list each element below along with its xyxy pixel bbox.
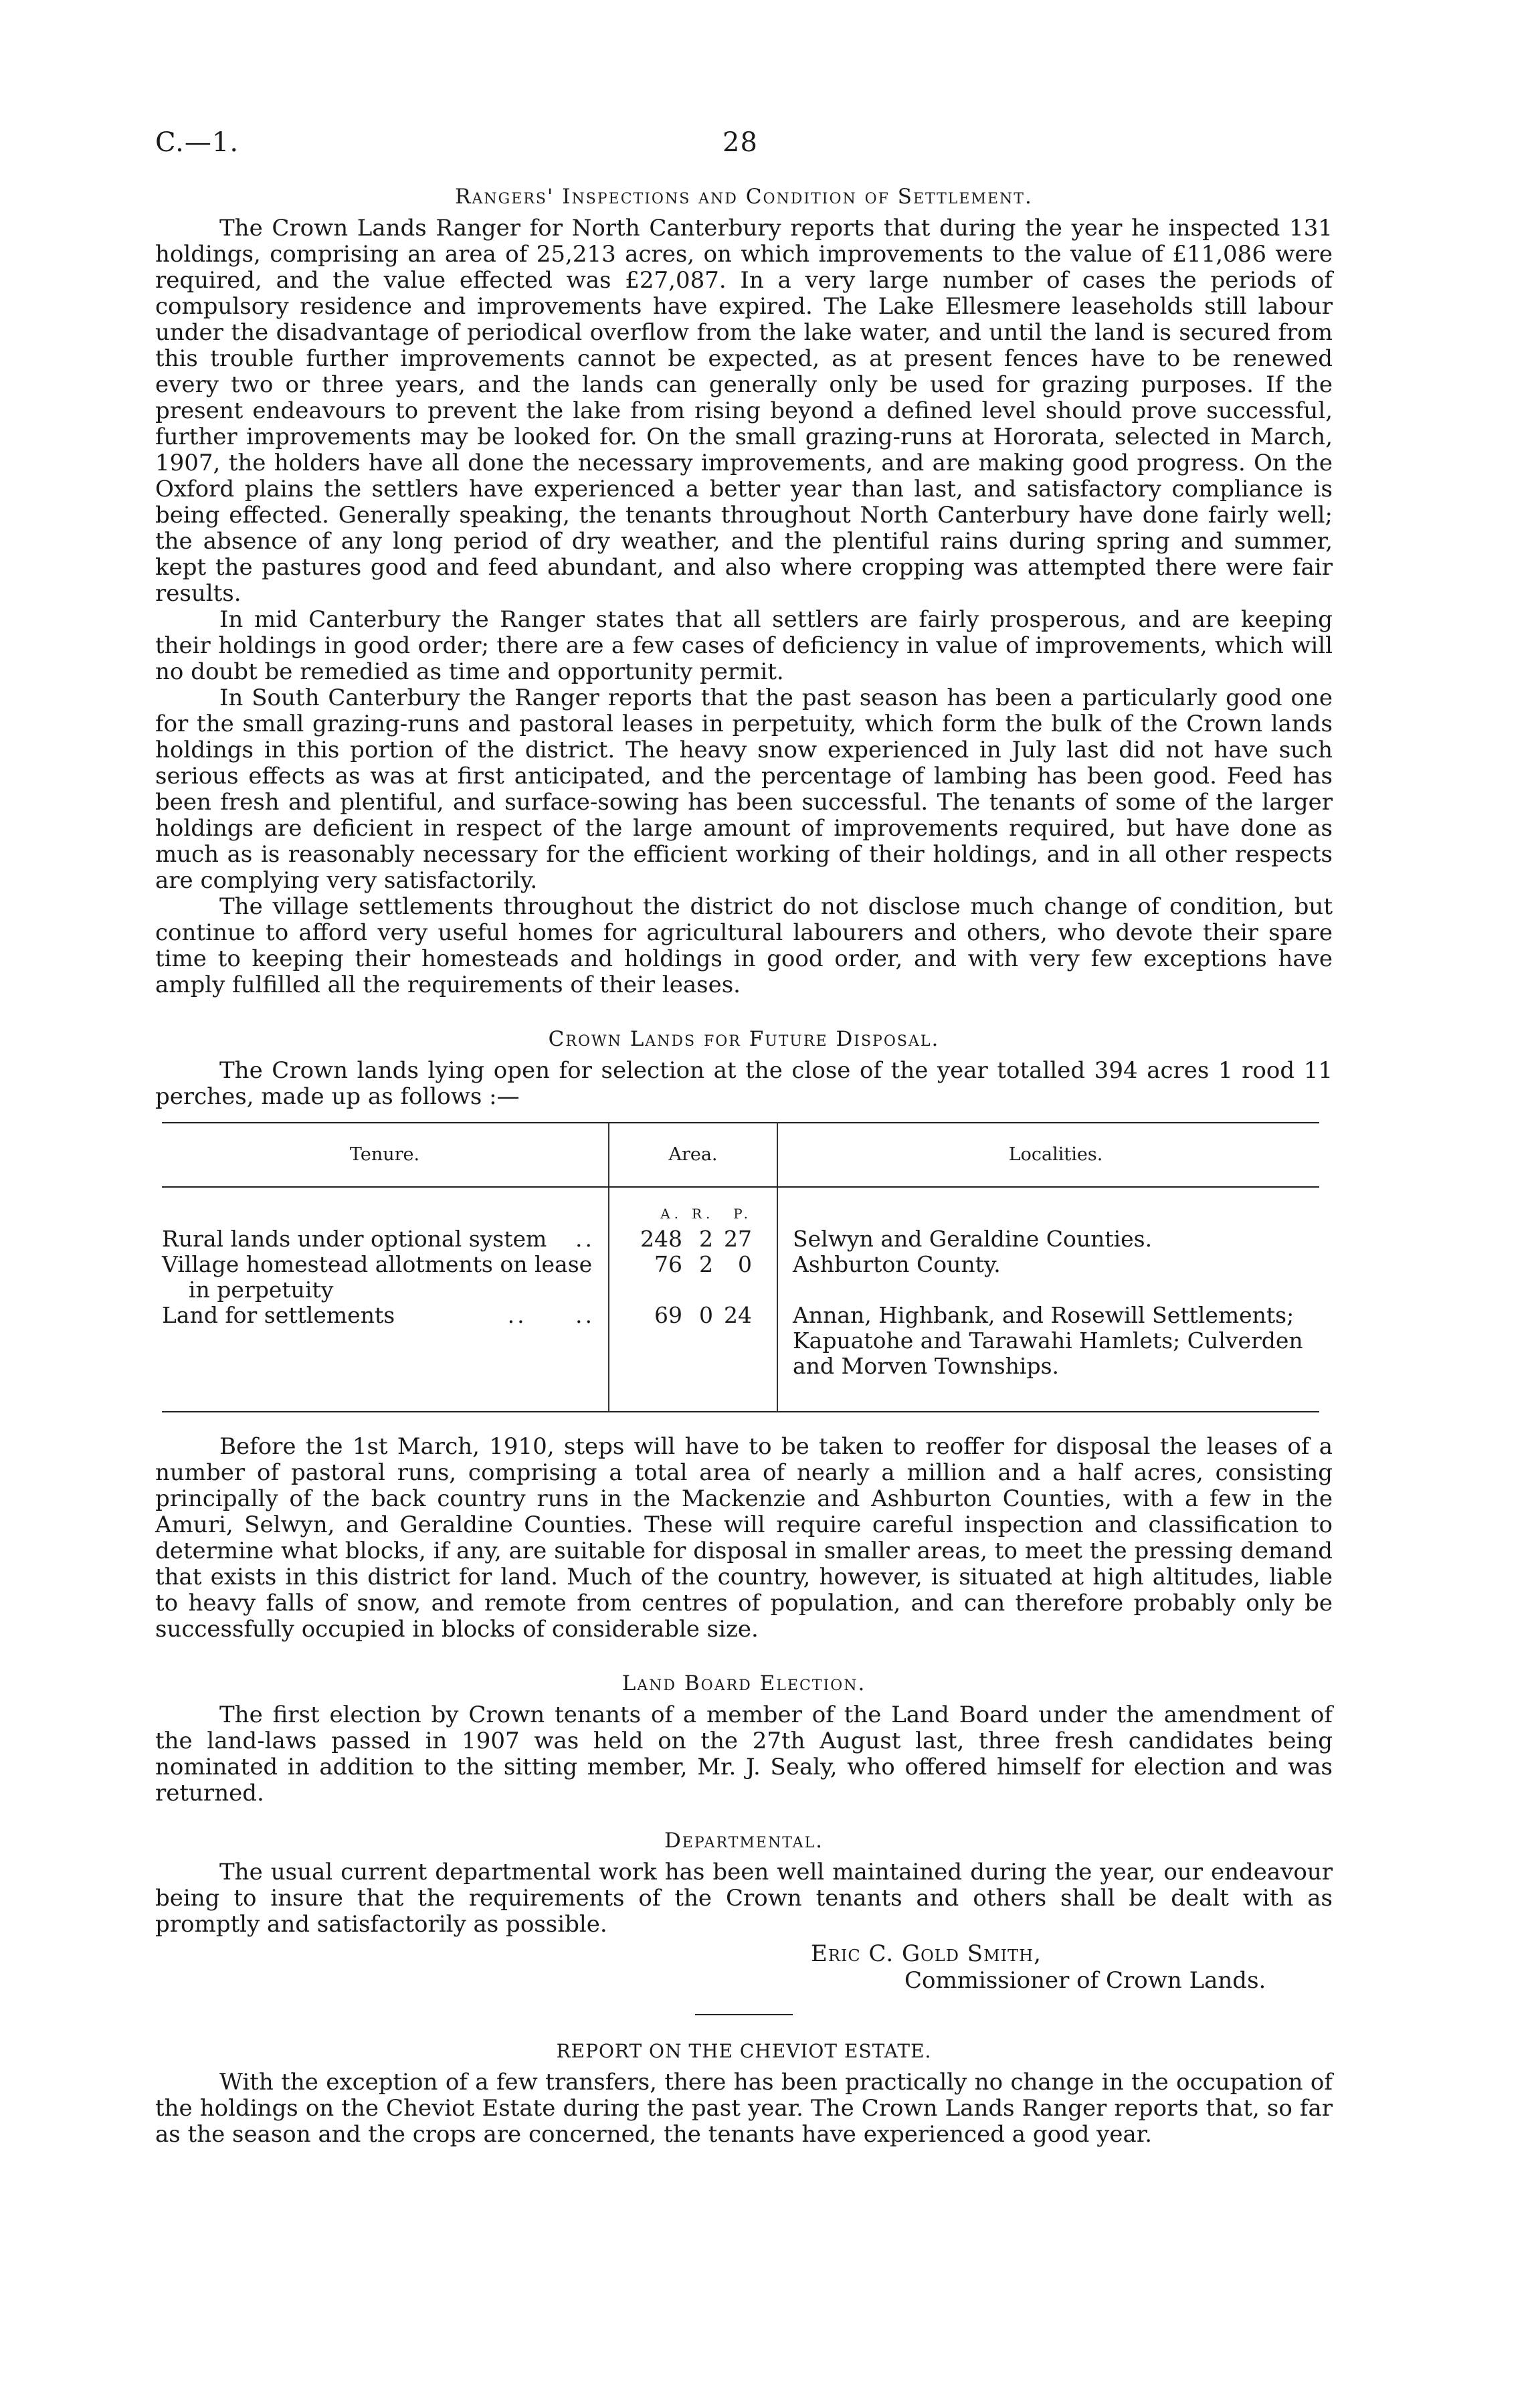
section-title-land-board: Land Board Election. bbox=[621, 1671, 866, 1695]
table-row bbox=[162, 1303, 1319, 1412]
section-title-cheviot: REPORT ON THE CHEVIOT ESTATE. bbox=[556, 2040, 932, 2062]
section-title-crown-lands: Crown Lands for Future Disposal. bbox=[548, 1027, 940, 1051]
signature-block bbox=[155, 1940, 1333, 1994]
paragraph: With the exception of a few transfers, there has been practically no change in the occupation of the holdings on the Cheviot Estate during the past year. The Crown Lands Ranger reports that, so far as the season and the crops are concerned, the tenants have experienced a good year. bbox=[155, 2069, 1333, 2148]
row-tenure: Village homestead allotments on lease bbox=[162, 1251, 593, 1277]
row-acres: 76 bbox=[654, 1251, 682, 1277]
row-perches: 27 bbox=[724, 1226, 752, 1252]
row-acres: 248 bbox=[640, 1226, 682, 1252]
document-code: C.—1. bbox=[155, 127, 239, 158]
paragraph-intro: The Crown lands lying open for selection at the close of the year totalled 394 acres 1 rood 11 perches, made up as follows :— bbox=[155, 1057, 1333, 1110]
row-localities: Selwyn and Geraldine Counties. bbox=[793, 1226, 1153, 1252]
table-row bbox=[162, 1252, 1319, 1303]
header-localities: Localities. bbox=[777, 1123, 1319, 1187]
running-header bbox=[155, 127, 1400, 161]
paragraph: In mid Canterbury the Ranger states that all settlers are fairly prosperous, and are keeping their holdings in good order; there are a few cases of deficiency in value of improvements, which will no doubt be remedied as time and opportunity permit. bbox=[155, 606, 1333, 685]
paragraph: In South Canterbury the Ranger reports that the past season has been a particularly good one for the small grazing-runs and pastoral leases in perpetuity, which form the bulk of the Crown lands holdings in this portion of the district. The heavy snow experienced in July last did not have such serious effects as was at first anticipated, and the percentage of lambing has been good. Feed has been fresh and plentiful, and surface-sowing has been successful. The tenants of some of the larger holdings are deficient in respect of the large amount of improvements required, but have done as much as is reasonably necessary for the efficient working of their holdings, and in all other respects are complying very satisfactorily. bbox=[155, 684, 1333, 894]
page-body bbox=[155, 184, 1333, 2148]
table-row bbox=[162, 1226, 1319, 1252]
row-perches: 24 bbox=[724, 1302, 752, 1328]
unit-perches: P. bbox=[733, 1206, 752, 1222]
row-localities: Annan, Highbank, and Rosewill Settlements; Kapuatohe and Tarawahi Hamlets; Culverden and Morven Townships. bbox=[777, 1303, 1319, 1412]
land-table bbox=[162, 1122, 1319, 1412]
row-roods: 0 bbox=[699, 1302, 713, 1328]
header-area: Area. bbox=[609, 1123, 777, 1187]
row-perches: 0 bbox=[738, 1251, 752, 1277]
row-localities: Ashburton County. bbox=[793, 1251, 1001, 1277]
dot-leader: .. .. bbox=[507, 1302, 595, 1328]
paragraph: The Crown Lands Ranger for North Canterbury reports that during the year he inspected 131 holdings, comprising an area of 25,213 acres, on which improvements to the value of £11,086 were required, and the value effected was £27,087. In a very large number of cases the periods of compulsory residence and improvements have expired. The Lake Ellesmere leaseholds still labour under the disadvantage of periodical overflow from the lake water, and until the land is secured from this trouble further improvements cannot be expected, as at present fences have to be renewed every two or three years, and the lands can generally only be used for grazing purposes. If the present endeavours to prevent the lake from rising beyond a defined level should prove successful, further improvements may be looked for. On the small grazing-runs at Hororata, selected in March, 1907, the holders have all done the necessary improvements, and are making good progress. On the Oxford plains the settlers have experienced a better year than last, and satisfactory compliance is being effected. Generally speaking, the tenants throughout North Canterbury have done fairly well; the absence of any long period of dry weather, and the plentiful rains during spring and summer, kept the pastures good and feed abundant, and also where cropping was attempted there were fair results. bbox=[155, 215, 1333, 607]
table-header-row bbox=[162, 1123, 1319, 1187]
dot-leader: .. bbox=[575, 1226, 595, 1252]
section-title-rangers: Rangers' Inspections and Condition of Settlement. bbox=[455, 185, 1033, 209]
paragraph: The first election by Crown tenants of a member of the Land Board under the amendment of the land-laws passed in 1907 was held on the 27th August last, three fresh candidates being nominated in addition to the sitting member, Mr. J. Sealy, who offered himself for election and was returned. bbox=[155, 1701, 1333, 1807]
row-acres: 69 bbox=[654, 1302, 682, 1328]
unit-acres: A. bbox=[660, 1206, 682, 1222]
signatory-name: Eric C. Gold Smith, bbox=[811, 1940, 1042, 1967]
header-tenure: Tenure. bbox=[162, 1123, 609, 1187]
paragraph: The usual current departmental work has been well maintained during the year, our endeavour being to insure that the requirements of the Crown tenants and others shall be dealt with as promptly and satisfactorily as possible. bbox=[155, 1859, 1333, 1938]
section-title-departmental: Departmental. bbox=[664, 1829, 824, 1853]
page-number: 28 bbox=[723, 127, 758, 158]
paragraph: The village settlements throughout the district do not disclose much change of condition, but continue to afford very useful homes for agricultural labourers and others, who devote their spare time to keeping their homesteads and holdings in good order, and with very few exceptions have amply fulfilled all the requirements of their leases. bbox=[155, 893, 1333, 998]
unit-roods: R. bbox=[692, 1206, 714, 1222]
row-tenure: Land for settlements bbox=[162, 1302, 395, 1328]
row-tenure-continued: in perpetuity bbox=[189, 1277, 334, 1303]
paragraph: Before the 1st March, 1910, steps will have to be taken to reoffer for disposal the leases of a number of pastoral runs, comprising a total area of nearly a million and a half acres, consisting principally of the back country runs in the Mackenzie and Ashburton Counties, with a few in the Amuri, Selwyn, and Geraldine Counties. These will require careful inspection and classification to determine what blocks, if any, are suitable for disposal in smaller areas, to meet the pressing demand that exists in this district for land. Much of the country, however, is situated at high altitudes, liable to heavy falls of snow, and remote from centres of population, and can therefore probably only be successfully occupied in blocks of considerable size. bbox=[155, 1433, 1333, 1643]
signatory-title: Commissioner of Crown Lands. bbox=[904, 1967, 1266, 1994]
land-table-wrapper bbox=[162, 1122, 1319, 1412]
row-roods: 2 bbox=[699, 1251, 713, 1277]
section-divider bbox=[695, 2014, 793, 2015]
row-tenure: Rural lands under optional system bbox=[162, 1226, 547, 1252]
units-row bbox=[162, 1187, 1319, 1226]
row-roods: 2 bbox=[699, 1226, 713, 1252]
